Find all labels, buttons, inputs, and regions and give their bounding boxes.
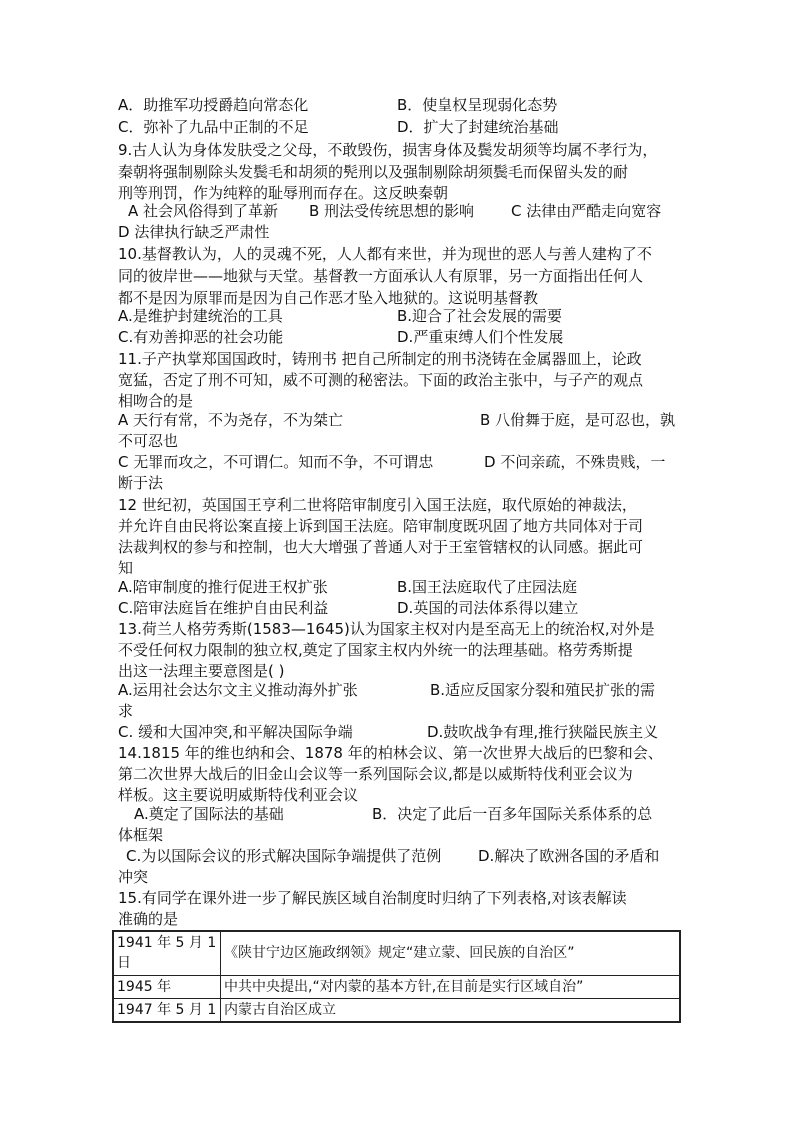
q10-option-a: A.是维护封建统治的工具 — [118, 307, 283, 325]
q15-stem-line-2: 准确的是 — [118, 910, 179, 928]
q11-option-d-cont: 断于法 — [118, 474, 164, 492]
q9-option-b: B 刑法受传统思想的影响 — [309, 202, 475, 220]
q9-stem-line-2: 秦朝将强制剔除头发鬓毛和胡须的髡刑以及强制剔除胡须鬓毛而保留头发的耐 — [118, 163, 629, 181]
q14-option-b-cont: 体框架 — [118, 826, 164, 844]
q14-option-d: D.解决了欧洲各国的矛盾和 — [478, 847, 660, 865]
table-cell-event: 内蒙古自治区成立 — [221, 998, 681, 1022]
q9-option-d: D 法律执行缺乏严肃性 — [118, 223, 270, 241]
q10-option-d: D.严重束缚人们个性发展 — [397, 328, 564, 346]
q10-stem-line-3: 都不是因为原罪而是因为自己作恶才坠入地狱的。这说明基督教 — [118, 289, 539, 307]
q14-option-a: A.奠定了国际法的基础 — [134, 805, 284, 823]
q12-stem-line-2: 并允许自由民将讼案直接上诉到国王法庭。陪审制度既巩固了地方共同体对于司 — [118, 517, 644, 535]
table-row — [113, 931, 680, 975]
q10-option-b: B.迎合了社会发展的需要 — [397, 307, 563, 325]
q13-stem-line-2: 不受任何权力限制的独立权,奠定了国家主权内外统一的法理基础。格劳秀斯提 — [118, 641, 633, 659]
q8-option-d: D．扩大了封建统治基础 — [397, 118, 559, 136]
q13-stem-line-3: 出这一法理主要意图是( ) — [118, 662, 285, 680]
table-cell-date: 1941 年 5 月 1 日 — [113, 931, 221, 975]
q13-option-b-cont: 求 — [118, 702, 134, 720]
table-cell-date: 1945 年 — [113, 975, 221, 998]
q12-stem-line-1: 12 世纪初，英国国王亨利二世将陪审制度引入国王法庭，取代原始的神裁法， — [118, 496, 637, 514]
q14-stem-line-2: 第二次世界大战后的旧金山会议等一系列国际会议,都是以威斯特伐利亚会议为 — [118, 765, 633, 783]
q13-option-a: A.运用社会达尔文主义推动海外扩张 — [118, 681, 358, 699]
q9-stem-line-1: 9.古人认为身体发肤受之父母，不敢毁伤，损害身体及鬓发胡须等均属不孝行为， — [118, 141, 658, 159]
q9-option-c: C 法律由严酷走向宽容 — [511, 202, 662, 220]
q10-stem-line-1: 10.基督教认为，人的灵魂不死，人人都有来世，并为现世的恶人与善人建构了不 — [118, 245, 652, 263]
q8-option-b: B．使皇权呈现弱化态势 — [397, 96, 558, 114]
q12-option-d: D.英国的司法体系得以建立 — [397, 599, 579, 617]
q12-stem-line-3: 法裁判权的参与和控制，也大大增强了普通人对于王室管辖权的认同感。据此可 — [118, 538, 644, 556]
q15-table — [112, 930, 681, 1023]
q11-stem-line-2: 宽猛，否定了刑不可知，威不可测的秘密法。下面的政治主张中，与子产的观点 — [118, 371, 644, 389]
q8-option-c: C．弥补了九品中正制的不足 — [118, 118, 309, 136]
table-cell-event: 《陕甘宁边区施政纲领》规定“建立蒙、回民族的自治区” — [221, 931, 681, 975]
q13-option-b: B.适应反国家分裂和殖民扩张的需 — [430, 681, 656, 699]
q11-option-a: A 天行有常，不为尧存，不为桀亡 — [118, 411, 344, 429]
q11-option-b-cont: 不可忍也 — [118, 432, 179, 450]
q14-stem-line-1: 14.1815 年的维也纳和会、1878 年的柏林会议、第一次世界大战后的巴黎和会、 — [118, 744, 663, 762]
q14-option-c: C.为以国际会议的形式解决国际争端提供了范例 — [126, 847, 442, 865]
q13-option-c: C. 缓和大国冲突,和平解决国际争端 — [118, 723, 353, 741]
q11-stem-line-1: 11.子产执掌郑国国政时，铸刑书 把自己所制定的刑书浇铸在金属器皿上，论政 — [118, 350, 642, 368]
q12-option-b: B.国王法庭取代了庄园法庭 — [397, 578, 578, 596]
q15-stem-line-1: 15.有同学在课外进一步了解民族区域自治制度时归纳了下列表格,对该表解读 — [118, 889, 627, 907]
q13-stem-line-1: 13.荷兰人格劳秀斯(1583—1645)认为国家主权对内是至高无上的统治权,对外是 — [118, 620, 655, 638]
q14-option-b: B．决定了此后一百多年国际关系体系的总 — [372, 805, 653, 823]
q11-option-d: D 不问亲疏，不殊贵贱，一 — [484, 453, 666, 471]
q9-stem-line-3: 刑等刑罚，作为纯粹的耻辱刑而存在。这反映秦朝 — [118, 184, 449, 202]
q14-option-d-cont: 冲突 — [118, 868, 149, 886]
q8-option-a: A．助推军功授爵趋向常态化 — [118, 96, 309, 114]
q13-option-d: D.鼓吹战争有理,推行狭隘民族主义 — [427, 723, 659, 741]
q10-option-c: C.有劝善抑恶的社会功能 — [118, 328, 284, 346]
q11-option-b: B 八佾舞于庭，是可忍也，孰 — [480, 411, 676, 429]
table-row — [113, 975, 680, 998]
q11-option-c: C 无罪而攻之，不可谓仁。知而不争，不可谓忠 — [118, 453, 434, 471]
q12-option-a: A.陪审制度的推行促进王权扩张 — [118, 578, 328, 596]
table-row — [113, 998, 680, 1022]
q9-option-a: A 社会风俗得到了革新 — [128, 202, 279, 220]
q11-stem-line-3: 相吻合的是 — [118, 392, 194, 410]
table-cell-date: 1947 年 5 月 1 — [113, 998, 221, 1022]
table-cell-event: 中共中央提出,“对内蒙的基本方针,在目前是实行区域自治” — [221, 975, 681, 998]
q10-stem-line-2: 同的彼岸世——地狱与天堂。基督教一方面承认人有原罪，另一方面指出任何人 — [118, 267, 644, 285]
q12-stem-line-4: 知 — [118, 559, 134, 577]
q14-stem-line-3: 样板。这主要说明威斯特伐利亚会议 — [118, 786, 359, 804]
q12-option-c: C.陪审法庭旨在维护自由民利益 — [118, 599, 329, 617]
